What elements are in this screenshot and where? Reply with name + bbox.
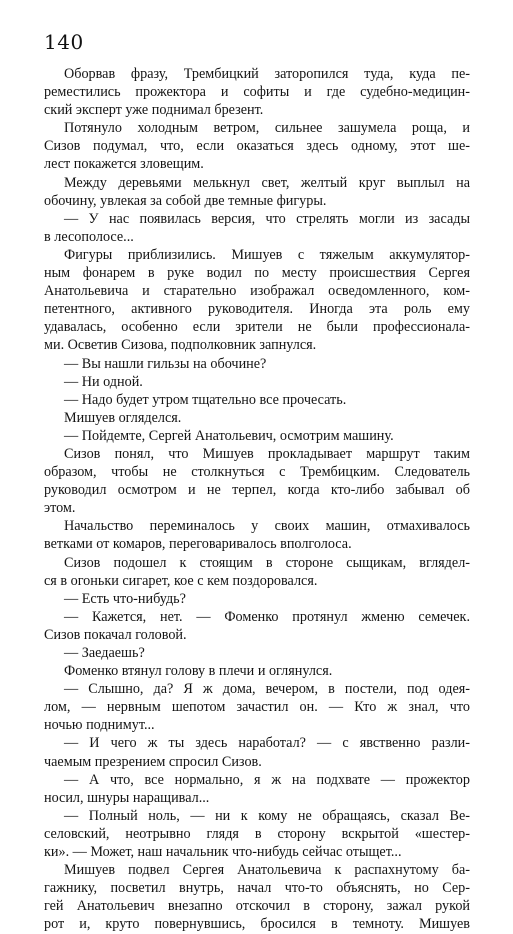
text-line: — Есть что-нибудь? (64, 590, 186, 607)
text-line: — Полный ноль, — ни к кому не обращаясь, сказал Ве- (64, 807, 470, 824)
text-line: носил, шнуры наращивал... (44, 789, 210, 806)
text-line: гей Анатольевич внезапно отскочил в сторону, зажал рукой (44, 898, 470, 915)
text-line: этом. (44, 500, 76, 517)
text-line: селовский, неотрывно глядя в сторону вскрытой «шестер- (44, 825, 470, 842)
text-line: петентного, активного руководителя. Иногда эта роль ему (44, 301, 470, 318)
text-line: образом, чтобы не столкнуться с Трембицким. Следователь (44, 464, 470, 481)
body-text (44, 65, 470, 934)
text-line: — Кажется, нет. — Фоменко протянул жменю семечек. (64, 608, 470, 625)
text-line: Потянуло холодным ветром, сильнее зашумела роща, и (64, 120, 470, 137)
text-line: удавалась, особенно если зрители не были профессионала- (44, 319, 470, 336)
text-line: ки». — Может, наш начальник что-нибудь сейчас отыщет... (44, 844, 402, 861)
text-line: чаемым презрением спросил Сизов. (44, 753, 262, 770)
text-line: гажнику, посветил внутрь, начал что-то объяснять, но Сер- (44, 880, 470, 897)
text-line: Начальство переминалось у своих машин, отмахивалось (64, 518, 470, 535)
text-line: — А что, все нормально, я ж на подхвате — прожектор (64, 771, 470, 788)
text-line: — У нас появилась версия, что стрелять могли из засады (64, 210, 470, 227)
text-line: Фоменко втянул голову в плечи и оглянулся. (64, 663, 333, 680)
text-line: Фигуры приблизились. Мишуев с тяжелым аккумулятор- (64, 246, 470, 263)
text-line: Сизов покачал головой. (44, 626, 187, 643)
text-line: руководил осмотром и не терпел, когда кто-либо забывал об (44, 482, 470, 499)
text-line: ский эксперт уже поднимал брезент. (44, 102, 264, 119)
text-line: Сизов подошел к стоящим в стороне сыщикам, вглядел- (64, 554, 470, 571)
text-line: ми. Осветив Сизова, подполковник запнулся. (44, 337, 317, 354)
text-line: — И чего ж ты здесь наработал? — с явственно разли- (64, 735, 470, 752)
text-line: Сизов понял, что Мишуев прокладывает маршрут таким (64, 445, 470, 462)
page-number: 140 (44, 30, 84, 54)
text-line: лест покажется зловещим. (44, 156, 204, 173)
text-line: Сизов подумал, что, если оказаться здесь одному, этот ше- (44, 138, 470, 155)
text-line: лом, — нервным шепотом зачастил он. — Кто ж знал, что (44, 699, 470, 716)
text-line: реместились прожектора и софиты и где судебно-медицин- (44, 84, 470, 101)
text-line: Анатольевича и старательно изображал осведомленного, ком- (44, 283, 470, 300)
text-line: — Вы нашли гильзы на обочине? (64, 355, 267, 372)
text-line: в лесополосе... (44, 228, 134, 245)
text-line: ным фонарем в руке водил по месту происшествия Сергея (44, 265, 470, 282)
text-line: Оборвав фразу, Трембицкий заторопился туда, куда пе- (64, 66, 470, 82)
text-line: — Пойдемте, Сергей Анатольевич, осмотрим машину. (64, 427, 394, 444)
text-line: — Слышно, да? Я ж дома, вечером, в постели, под одея- (64, 681, 470, 698)
text-line: — Ни одной. (64, 373, 143, 390)
text-line: — Заедаешь? (64, 645, 145, 661)
text-line: обочину, увлекая за собой две темные фигуры. (44, 192, 327, 209)
text-line: — Надо будет утром тщательно все прочесать. (64, 391, 347, 408)
text-line: рот и, круто повернувшись, бросился в темноту. Мишуев (44, 916, 470, 933)
text-line: Мишуев огляделся. (64, 409, 182, 426)
text-line: ся в огоньки сигарет, кое с кем поздоровался. (44, 572, 318, 589)
text-line: Мишуев подвел Сергея Анатольевича к распахнутому ба- (64, 862, 470, 879)
text-line: Между деревьями мелькнул свет, желтый круг выплыл на (64, 174, 470, 191)
text-line: ветками от комаров, переговаривалось вполголоса. (44, 536, 352, 553)
text-line: ночью поднимут... (44, 717, 155, 734)
